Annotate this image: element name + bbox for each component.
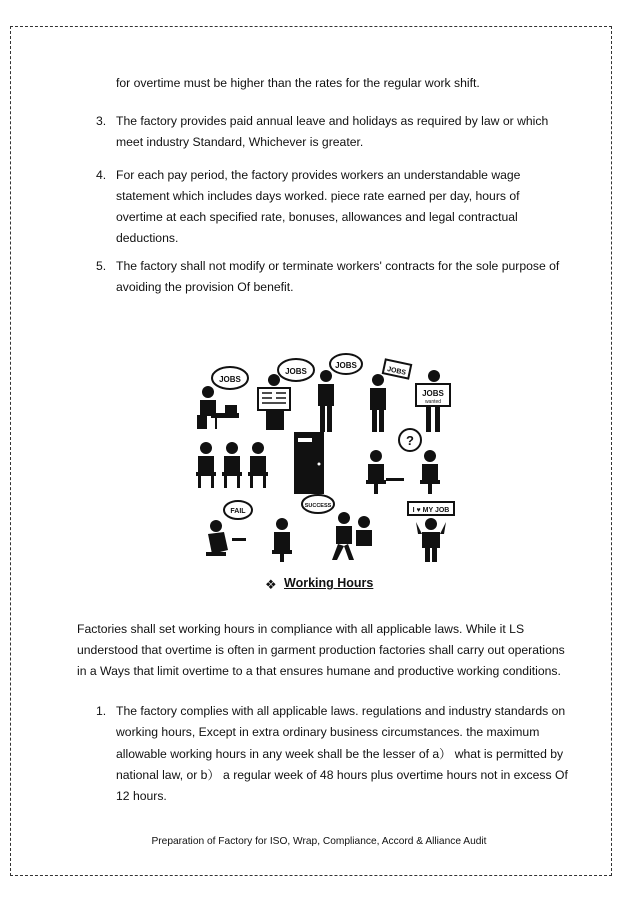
jobs-illustration — [186, 352, 456, 564]
intro-paragraph: Factories shall set working hours in compliance with all applicable laws. While it LS understood that overtime is often in garment production factories shall carry out operations in a Ways that limit overtime to a that ensures humane and productive working conditions. — [77, 622, 565, 678]
list-number: 5. — [96, 259, 107, 273]
bubble-label: JOBS — [422, 389, 444, 398]
bubble-label: ? — [406, 433, 414, 448]
bubble-label: I ♥ MY JOB — [412, 507, 450, 514]
diamond-bullet-icon: ❖ — [265, 577, 277, 592]
bubble-label: JOBS — [285, 367, 307, 376]
list-item-1: The factory complies with all applicable laws. regulations and industry standards on working hours, Except in extra ordinary business circumstances. the maximum allowable working hours in any week shall be the lesser of a） what is permitted by national law, or b） a regular week of 48 hours plus overtime hours not in excess Of 12 hours. — [116, 704, 568, 804]
bubble-label: JOBS — [386, 366, 407, 377]
bubble-label: FAIL — [230, 508, 246, 515]
list-number: 1. — [96, 704, 107, 718]
list-item-4: For each pay period, the factory provides workers an understandable wage statement which includes days worked. piece rate earned per day, hours of overtime at each specified rate, bonuses, allowances and legal contractual deductions. — [116, 168, 521, 245]
list-item-3: The factory provides paid annual leave and holidays as required by law or which meet industry Standard, Whichever is greater. — [116, 114, 549, 149]
sign-sub: wanted — [424, 399, 442, 405]
section-heading: Working Hours — [284, 576, 374, 590]
page-footer: Preparation of Factory for ISO, Wrap, Compliance, Accord & Alliance Audit — [151, 836, 487, 847]
list-number: 4. — [96, 168, 107, 182]
list-number: 3. — [96, 114, 107, 128]
bubble-label: JOBS — [335, 361, 357, 370]
continuation-text: for overtime must be higher than the rates for the regular work shift. — [116, 76, 480, 90]
list-item-5: The factory shall not modify or terminate workers' contracts for the sole purpose of avoiding the provision Of benefit. — [116, 259, 560, 294]
bubble-label: SUCCESS — [304, 503, 332, 509]
bubble-label: JOBS — [219, 375, 241, 384]
